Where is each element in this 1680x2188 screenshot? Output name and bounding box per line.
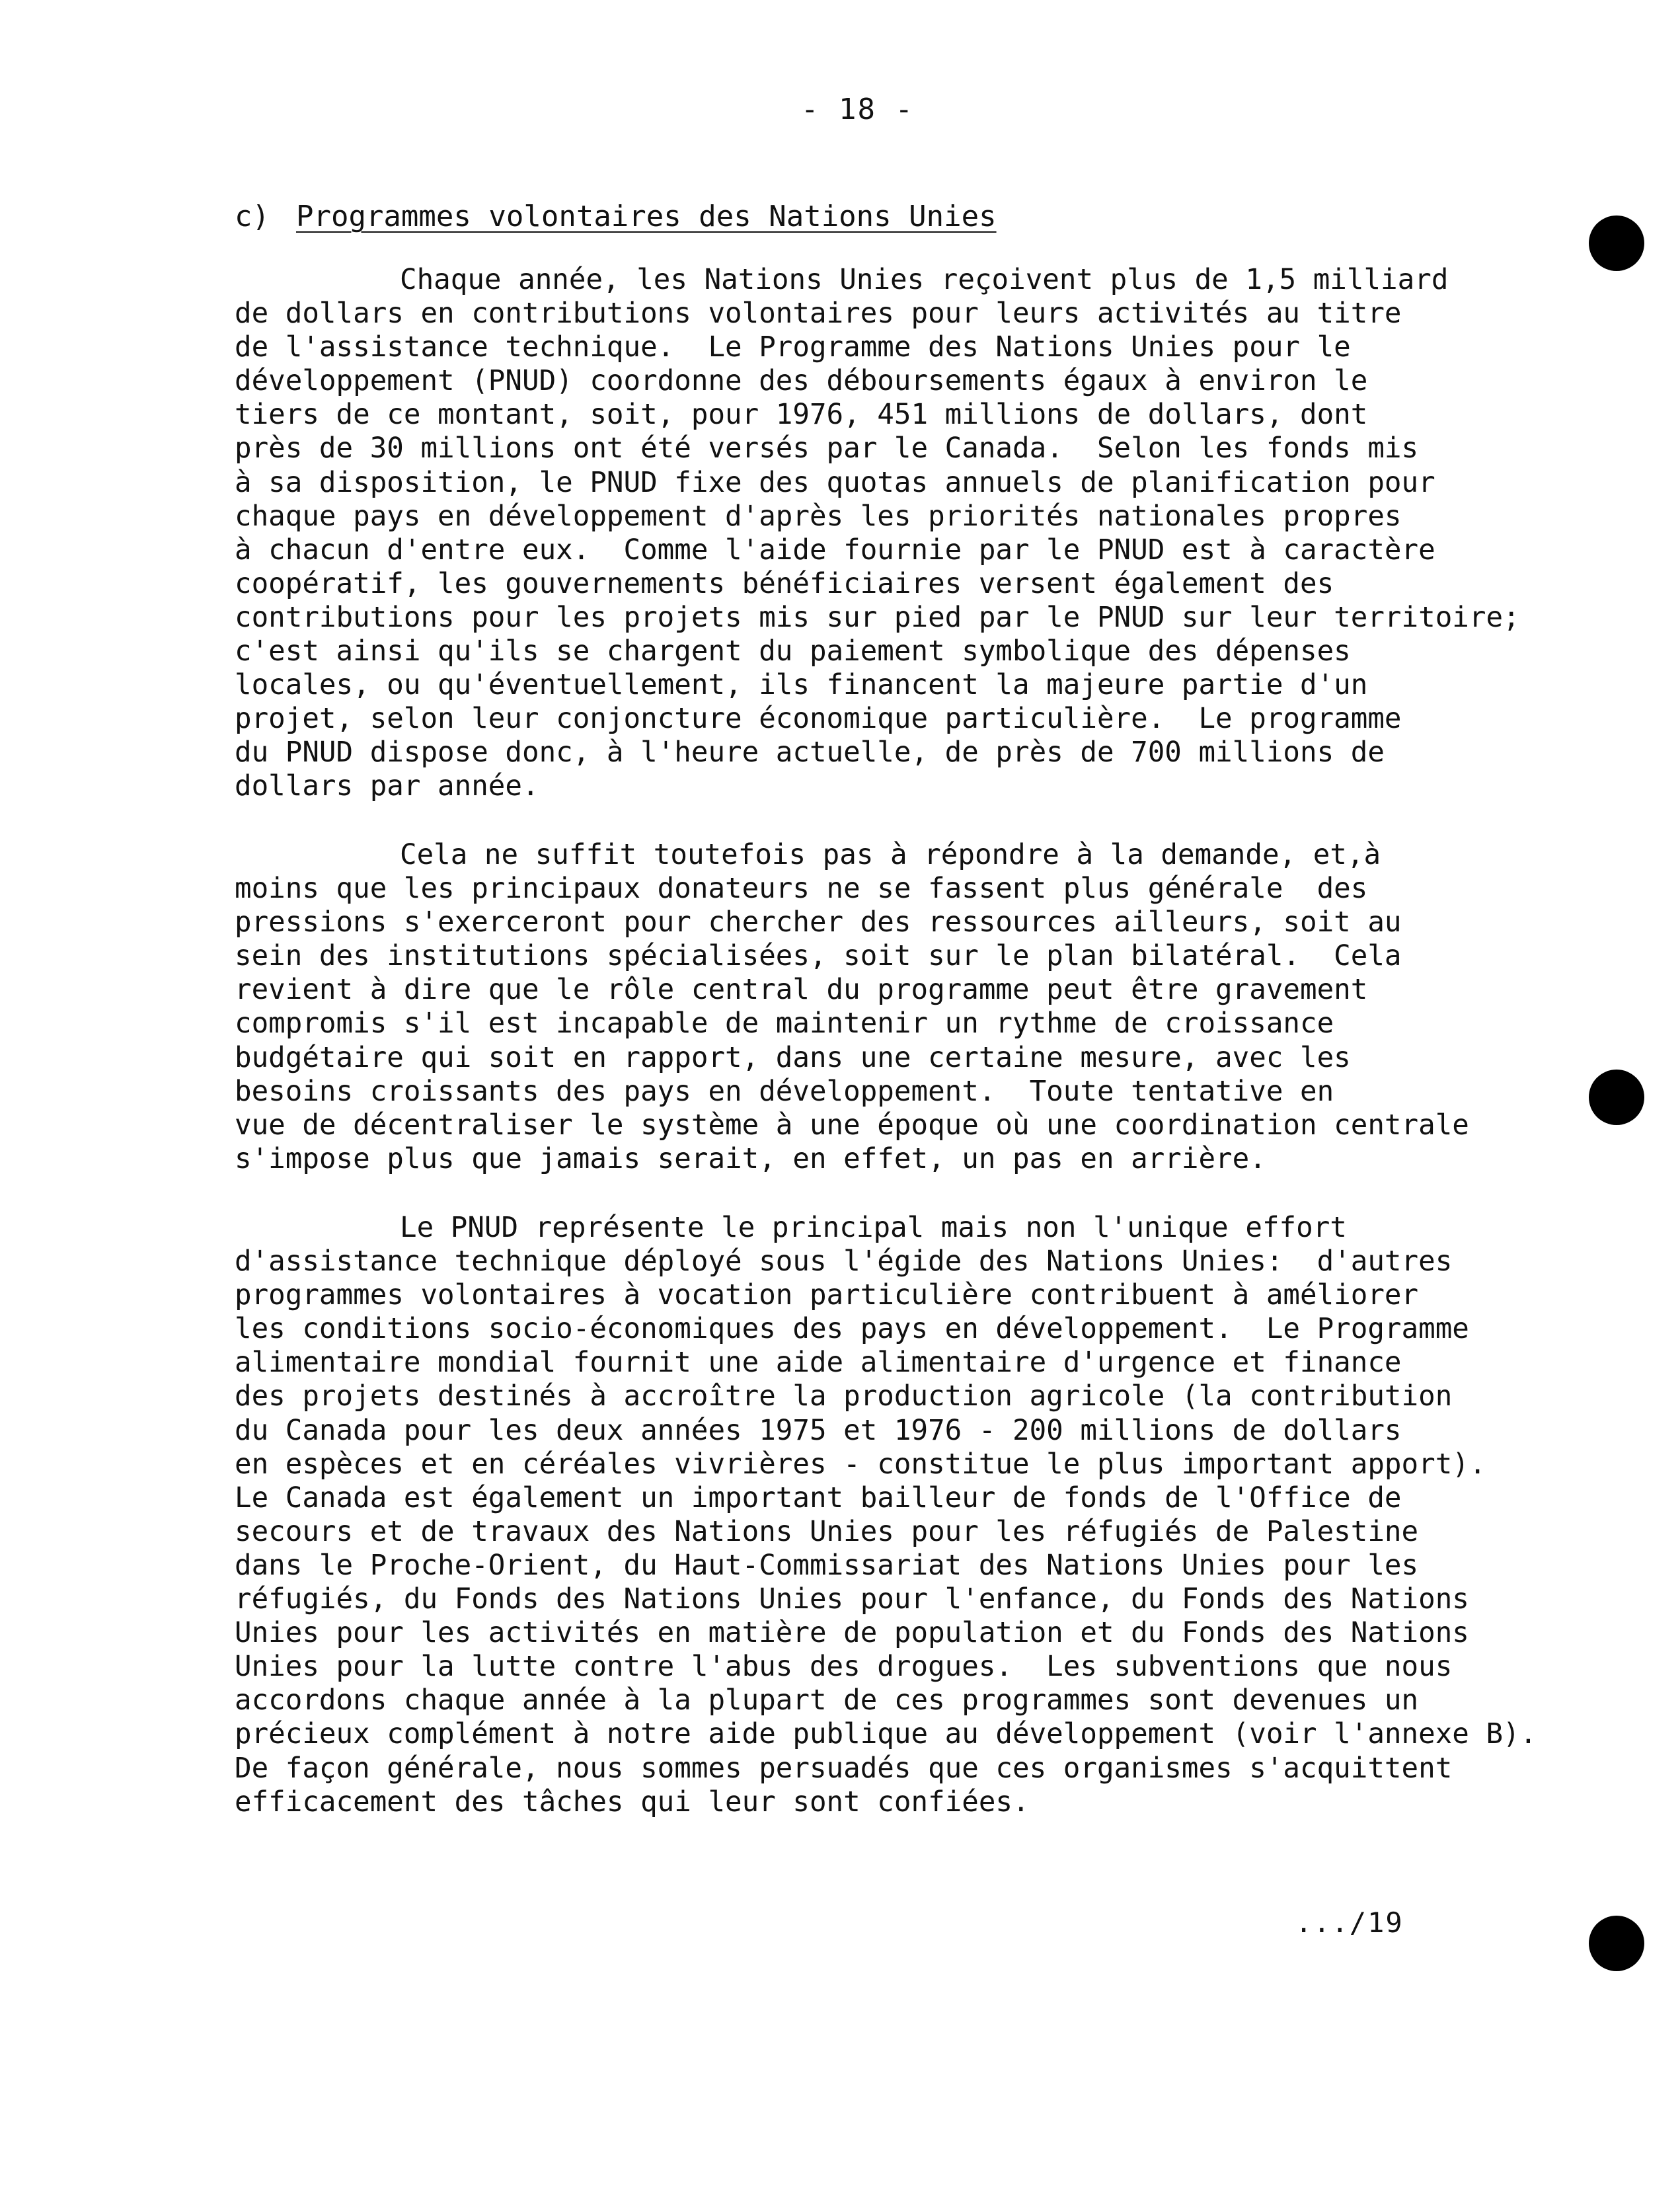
text-line: de l'assistance technique. Le Programme des Nations Unies pour le xyxy=(235,331,1351,364)
page-number: - 18 - xyxy=(801,93,914,126)
text-line: programmes volontaires à vocation particulière contribuent à améliorer xyxy=(235,1279,1419,1312)
text-line: revient à dire que le rôle central du programme peut être gravement xyxy=(235,974,1368,1007)
text-line: contributions pour les projets mis sur pied par le PNUD sur leur territoire; xyxy=(235,601,1520,634)
text-line: sein des institutions spécialisées, soit sur le plan bilatéral. Cela xyxy=(235,940,1402,973)
text-line: alimentaire mondial fournit une aide alimentaire d'urgence et finance xyxy=(235,1347,1402,1380)
text-line: Unies pour les activités en matière de population et du Fonds des Nations xyxy=(235,1617,1469,1650)
text-line: d'assistance technique déployé sous l'égide des Nations Unies: d'autres xyxy=(235,1245,1453,1278)
paragraph xyxy=(235,263,1520,804)
text-line: efficacement des tâches qui leur sont confiées. xyxy=(235,1785,1030,1818)
text-line: secours et de travaux des Nations Unies pour les réfugiés de Palestine xyxy=(235,1515,1419,1548)
text-line: les conditions socio-économiques des pays en développement. Le Programme xyxy=(235,1313,1469,1346)
section-letter: c) xyxy=(235,200,270,233)
text-line: vue de décentraliser le système à une époque où une coordination centrale xyxy=(235,1109,1469,1142)
text-line: Chaque année, les Nations Unies reçoivent plus de 1,5 milliard xyxy=(400,264,1449,296)
text-line: Le PNUD représente le principal mais non l'unique effort xyxy=(400,1212,1347,1244)
punch-hole-icon xyxy=(1589,1916,1644,1971)
text-line: De façon générale, nous sommes persuadés que ces organismes s'acquittent xyxy=(235,1752,1453,1785)
text-line: accordons chaque année à la plupart de ces programmes sont devenues un xyxy=(235,1684,1419,1717)
text-line: Cela ne suffit toutefois pas à répondre à la demande, et,à xyxy=(400,839,1381,871)
section-heading xyxy=(235,200,997,233)
punch-hole-icon xyxy=(1589,215,1644,271)
text-line: chaque pays en développement d'après les priorités nationales propres xyxy=(235,500,1402,533)
text-line: dans le Proche-Orient, du Haut-Commissariat des Nations Unies pour les xyxy=(235,1549,1419,1582)
paragraph xyxy=(235,1211,1537,1819)
text-line: s'impose plus que jamais serait, en effet, un pas en arrière. xyxy=(235,1142,1266,1175)
text-line: besoins croissants des pays en développement. Toute tentative en xyxy=(235,1075,1334,1108)
text-line: coopératif, les gouvernements bénéficiaires versent également des xyxy=(235,567,1334,600)
text-line: près de 30 millions ont été versés par le Canada. Selon les fonds mis xyxy=(235,432,1419,465)
text-line: des projets destinés à accroître la production agricole (la contribution xyxy=(235,1380,1453,1413)
text-line: développement (PNUD) coordonne des déboursements égaux à environ le xyxy=(235,365,1368,398)
text-line: dollars par année. xyxy=(235,770,539,803)
text-line: budgétaire qui soit en rapport, dans une certaine mesure, avec les xyxy=(235,1041,1351,1074)
text-line: à chacun d'entre eux. Comme l'aide fournie par le PNUD est à caractère xyxy=(235,533,1435,567)
paragraph xyxy=(235,838,1517,1176)
text-line: Le Canada est également un important bailleur de fonds de l'Office de xyxy=(235,1481,1402,1514)
continuation-marker: .../19 xyxy=(1295,1906,1404,1939)
text-line: pressions s'exerceront pour chercher des ressources ailleurs, soit au xyxy=(235,906,1402,939)
text-line: compromis s'il est incapable de maintenir un rythme de croissance xyxy=(235,1007,1334,1040)
text-line: à sa disposition, le PNUD fixe des quotas annuels de planification pour xyxy=(235,466,1435,499)
text-line: de dollars en contributions volontaires pour leurs activités au titre xyxy=(235,297,1402,331)
text-line: c'est ainsi qu'ils se chargent du paiement symbolique des dépenses xyxy=(235,635,1351,668)
section-title: Programmes volontaires des Nations Unies xyxy=(295,200,997,233)
punch-hole-icon xyxy=(1589,1070,1644,1125)
text-line: en espèces et en céréales vivrières - constitue le plus important apport). xyxy=(235,1448,1486,1481)
text-line: du Canada pour les deux années 1975 et 1976 - 200 millions de dollars xyxy=(235,1414,1402,1447)
text-line: précieux complément à notre aide publique au développement (voir l'annexe B). xyxy=(235,1718,1537,1751)
text-line: locales, ou qu'éventuellement, ils financent la majeure partie d'un xyxy=(235,669,1368,702)
text-line: moins que les principaux donateurs ne se fassent plus générale des xyxy=(235,873,1368,906)
text-line: projet, selon leur conjoncture économique particulière. Le programme xyxy=(235,703,1402,736)
text-line: réfugiés, du Fonds des Nations Unies pour l'enfance, du Fonds des Nations xyxy=(235,1583,1469,1616)
text-line: Unies pour la lutte contre l'abus des drogues. Les subventions que nous xyxy=(235,1651,1453,1684)
text-line: tiers de ce montant, soit, pour 1976, 451 millions de dollars, dont xyxy=(235,399,1368,432)
text-line: du PNUD dispose donc, à l'heure actuelle, de près de 700 millions de xyxy=(235,736,1385,769)
